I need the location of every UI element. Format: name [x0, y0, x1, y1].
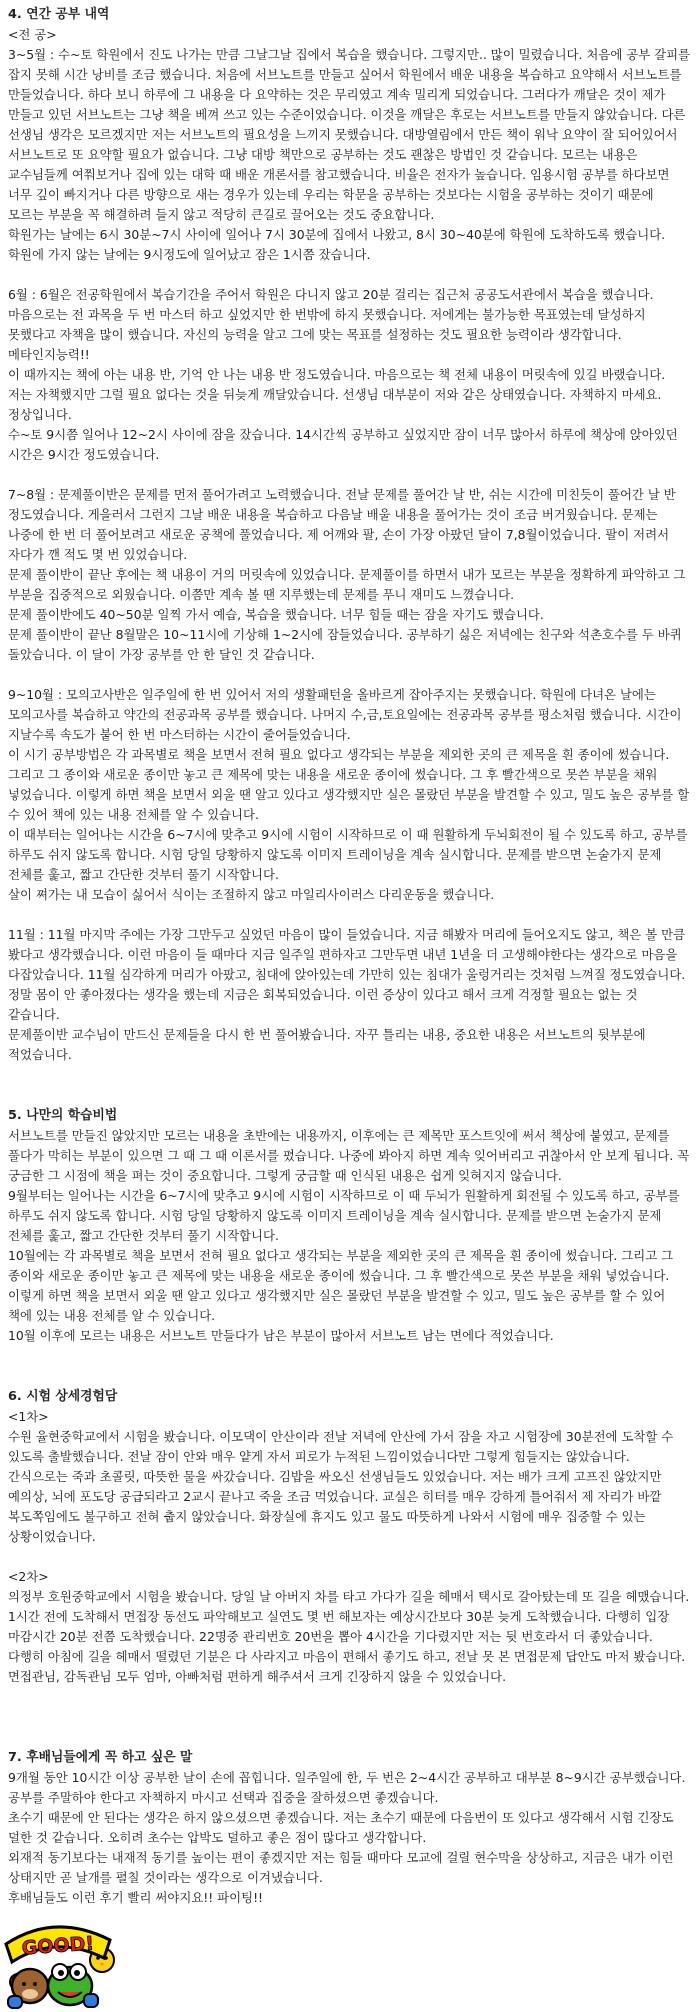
paragraph: 문제 풀이반이 끝난 8월말은 10~11시에 기상해 1~2시에 잠들었습니다. 공부하기 싫은 저녁에는 친구와 석촌호수를 두 바퀴 돌았습니다. 이 달이 가장 공부를 안 한 달인 것 같습니다. [8, 627, 682, 662]
paragraph: 9~10월 : 모의고사반은 일주일에 한 번 있어서 저의 생활패턴을 올바르게 잡아주지는 못했습니다. 학원에 다녀온 날에는 모의고사를 복습하고 약간의 전공과목 공부를 했습니다. 나머지 수,금,토요일에는 전공과목 공부를 평소처럼 했습니다. 시간이 지날수록 속도가 붙어 한 번 마스터하는 시간이 줄어들었습니다. [8, 687, 682, 742]
paragraph: 11월 : 11월 마지막 주에는 가장 그만두고 싶었던 마음이 많이 들었습니다. 지금 해봤자 머리에 들어오지도 않고, 책은 볼 만큼 봤다고 생각했습니다. 이런 마음이 들 때마다 지금 일주일 편하자고 그만두면 내년 1년을 더 고생해야한다는 생각으로 마음을 다잡았습니다. 11월 심각하게 머리가 아팠고, 침대에 앉아있는데 가만히 있는 침대가 울렁거리는 것처럼 느껴질 정도였습니다. 정말 몸이 안 좋아졌다는 생각을 했는데 지금은 회복되었습니다. 이런 증상이 있다고 해서 크게 걱정할 필요는 없는 것 같습니다. [8, 927, 686, 1022]
paragraph: 의정부 호원중학교에서 시험을 봤습니다. 당일 날 아버지 차를 타고 가다가 길을 헤매서 택시로 갈아탔는데 또 길을 헤맸습니다. 1시간 전에 도착해서 면접장 동선도 파악해보고 실연도 몇 번 해보자는 예상시간보다 30분 늦게 도착했습니다. 다행히 입장 마감시간 20분 전쯤 도착했습니다. 22명중 관리번호 20번을 뽑아 4시간을 기다렸지만 저는 뒷 번호라서 더 좋았습니다. 다행히 아침에 길을 헤매서 떨렸던 기분은 다 사라지고 마음이 편해서 좋기도 하고, 전날 못 본 면접문제 답안도 마저 봤습니다. 면접관님, 감독관님 모두 엄마, 아빠처럼 편하게 해주셔서 크게 긴장하지 않을 수 있었습니다. [8, 1589, 690, 1684]
paragraph: 3~5월 : 수~토 학원에서 진도 나가는 만큼 그날그날 집에서 복습을 했습니다. 그렇지만.. 많이 밀렸습니다. 처음에 공부 갈피를 잡지 못해 시간 낭비를 조금 했습니다. 처음에 서브노트를 만들고 싶어서 학원에서 배운 내용을 복습하고 요약해서 서브노트를 만들었습니다. 하다 보니 하루에 그 내용을 다 요약하는 것은 무리였고 계속 밀리게 되었습니다. 그러다가 깨달은 것이 제가 만들고 있던 서브노트는 그냥 책을 베껴 쓰고 있는 수준이었습니다. 이것을 깨달은 후로는 서브노트를 만들지 않았습니다. 다른 선생님 생각은 모르겠지만 저는 서브노트의 필요성을 느끼지 못했습니다. 대방열림에서 만든 책이 워낙 요약이 잘 되어있어서 서브노트로 또 요약할 필요가 없습니다. 그냥 대방 책만으로 공부하는 것도 괜찮은 방법인 것 같습니다. 모르는 내용은 교수님들께 여쭤보거나 집에 있는 대학 때 배운 개론서를 참고했습니다. 비율은 전자가 높습니다. 임용시험 공부를 하다보면 너무 깊이 빠지거나 다른 방향으로 새는 경우가 있는데 우리는 학문을 공부하는 것보다는 시험을 공부하는 것이기 때문에 모르는 부분을 꼭 해결하려 들지 않고 적당히 큰길로 끌어오는 것도 중요합니다. [8, 47, 691, 222]
good-text: GOOD! [21, 1932, 95, 1960]
paragraph-spacer [8, 465, 692, 485]
paragraph: 이 때부터는 일어나는 시간을 6~7시에 맞추고 9시에 시험이 시작하므로 이 때 원활하게 두뇌회전이 될 수 있도록 하고, 공부를 하루도 쉬지 않도록 합니다. 시험 당일 당황하지 않도록 이미지 트레이닝을 계속 실시합니다. 문제를 받으면 논술가지 문제 전체를 훑고, 짧고 간단한 것부터 풀기 시작합니다. [8, 827, 688, 882]
good-sticker-icon [0, 1914, 118, 2012]
paragraph: 후배님들도 이런 후기 빨리 써야지요!! 파이팅!! [8, 1890, 264, 1905]
section-4 [8, 1567, 692, 1707]
paragraph: 문제풀이반 교수님이 만드신 문제들을 다시 한 번 풀어봤습니다. 자꾸 틀리는 내용, 중요한 내용은 서브노트의 뒷부분에 적었습니다. [8, 1027, 646, 1062]
section-gap [8, 1707, 692, 1747]
section-title: 5. 나만의 학습비법 [8, 1108, 118, 1123]
bear-character-icon [8, 1969, 48, 2008]
paragraph: 6월 : 6월은 전공학원에서 복습기간을 주어서 학원은 다니지 않고 20분 걸리는 집근처 공공도서관에서 복습을 했습니다. 마음으로는 전 과목을 두 번 마스터 하고 싶었지만 한 번밖에 하지 못했습니다. 저에게는 불가능한 목표였는데 달성하지 못했다고 자책을 많이 했습니다. 자신의 능력을 알고 그에 맞는 목표를 설정하는 것도 필요한 능력이라 생각합니다. 메타인지능력!! [8, 287, 654, 362]
section-title: 4. 연간 공부 내역 [8, 7, 110, 22]
paragraph: 서브노트를 만들진 않았지만 모르는 내용을 초반에는 내용까지, 이후에는 큰 제목만 포스트잇에 써서 책상에 붙였고, 문제를 풀다가 막히는 부분이 있으면 그 때 그 때 이론서를 폈습니다. 나중에 봐아지 하면 계속 잊어버리고 귀찮아서 안 보게 됩니다. 꼭 궁금한 그 시점에 책을 펴는 것이 중요합니다. 그렇게 궁금할 때 인식된 내용은 쉽게 잊혀지지 않습니다. [8, 1128, 690, 1183]
section-title: 6. 시험 상세경험담 [8, 1389, 118, 1404]
section-subheading: <2차> [8, 1569, 49, 1584]
paragraph: 7~8월 : 문제풀이반은 문제를 먼저 풀어가려고 노력했습니다. 전날 문제를 풀어간 날 반, 쉬는 시간에 미친듯이 풀어간 날 반 정도였습니다. 게을러서 그런지 그날 배운 내용을 복습하고 다음날 배울 내용을 풀어가는 것이 조금 버거웠습니다. 문제는 나중에 한 번 더 풀어보려고 새로운 공책에 풀었습니다. 제 어깨와 팔, 손이 가장 아팠던 달이 7,8월이었습니다. 팔이 저려서 자다가 깬 적도 몇 번 있었습니다. [8, 487, 676, 562]
paragraph: 문제 풀이반에도 40~50분 일찍 가서 예습, 복습을 했습니다. 너무 힘들 때는 잠을 자기도 했습니다. [8, 607, 544, 622]
section-2 [8, 1105, 692, 1346]
paragraph: 학원가는 날에는 6시 30분~7시 사이에 일어나 7시 30분에 집에서 나왔고, 8시 30~40분에 학원에 도착하도록 했습니다. 학원에 가지 않는 날에는 9시정도에 일어났고 잠은 1시쯤 잤습니다. [8, 227, 666, 262]
paragraph: 9개월 동안 10시간 이상 공부한 날이 손에 꼽힙니다. 일주일에 한, 두 번은 2~4시간 공부하고 대부분 8~9시간 공부했습니다. 공부를 주말하야 한다고 자책하지 마시고 선택과 집중을 잘하셨으면 좋겠습니다. [8, 1770, 686, 1805]
paragraph: 수원 율현중학교에서 시험을 봤습니다. 이모댁이 안산이라 전날 저녁에 안산에 가서 잠을 자고 시험장에 30분전에 도착할 수 있도록 출발했습니다. 전날 잠이 안와 매우 얕게 자서 피로가 누적된 느낌이었습니다만 그렇게 힘들지는 않았습니다. [8, 1429, 674, 1464]
section-3 [8, 1386, 692, 1567]
paragraph: 이 때까지는 책에 아는 내용 반, 기억 안 나는 내용 반 정도였습니다. 마음으로는 책 전체 내용이 머릿속에 있길 바랬습니다. 저는 자책했지만 그럴 필요 없다는 것을 뒤늦게 깨달았습니다. 선생님 대부분이 저와 같은 상태였습니다. 자책하지 마세요. 정상입니다. [8, 367, 666, 422]
paragraph: 수~토 9시쯤 일어나 12~2시 사이에 잠을 잤습니다. 14시간씩 공부하고 싶었지만 잠이 너무 많아서 하루에 책상에 앉아있던 시간은 9시간 정도였습니다. [8, 427, 678, 462]
paragraph: 살이 쪄가는 내 모습이 싫어서 식이는 조절하지 않고 마일리사이러스 다리운동을 했습니다. [8, 887, 495, 902]
section-title: 7. 후배님들에게 꼭 하고 싶은 말 [8, 1750, 193, 1765]
section-5 [8, 1747, 692, 1908]
paragraph-spacer [8, 905, 692, 925]
section-subheading: <1차> [8, 1409, 49, 1424]
frog-character-icon [48, 1964, 98, 2007]
paragraph: 9월부터는 일어나는 시간을 6~7시에 맞추고 9시에 시험이 시작하므로 이 때 두뇌가 원활하게 회전될 수 있도록 하고, 공부를 하루도 쉬지 않도록 합니다. 시험 당일 당황하지 않도록 이미지 트레이닝을 계속 실시합니다. 문제를 받으면 논술가지 문제 전체를 훑고, 짧고 간단한 것부터 풀기 시작합니다. [8, 1188, 680, 1243]
paragraph: 10월 이후에 모르는 내용은 서브노트 만들다가 남은 부분이 많아서 서브노트 남는 면에다 적었습니다. [8, 1328, 554, 1343]
paragraph: 10월에는 각 과목별로 책을 보면서 전혀 필요 없다고 생각되는 부분을 제외한 곳의 큰 제목을 흰 종이에 썼습니다. 그리고 그 종이와 새로운 종이만 놓고 큰 제목에 맞는 내용을 새로운 종이에 썼습니다. 그 후 빨간색으로 못쓴 부분을 채워 넣었습니다. 이렇게 하면 책을 보면서 외울 땐 알고 있다고 생각했지만 실은 몰랐던 부분을 발견할 수 있고, 밀도 높은 공부를 할 수 있어 책에 있는 내용 전체를 알 수 있습니다. [8, 1248, 674, 1323]
paragraph: 문제 풀이반이 끝난 후에는 책 내용이 거의 머릿속에 있었습니다. 문제풀이를 하면서 내가 모르는 부분을 정확하게 파악하고 그 부분을 집중적으로 외웠습니다. 이쯤만 계속 볼 땐 지루했는데 문제를 푸니 재미도 느꼈습니다. [8, 567, 686, 602]
paragraph-spacer [8, 265, 692, 285]
paragraph-spacer [8, 1547, 692, 1567]
paragraph-spacer [8, 665, 692, 685]
section-1 [8, 4, 692, 1065]
paragraph: 이 시기 공부방법은 각 과목별로 책을 보면서 전혀 필요 없다고 생각되는 부분을 제외한 곳의 큰 제목을 흰 종이에 썼습니다. 그리고 그 종이와 새로운 종이만 놓고 큰 제목에 맞는 내용을 새로운 종이에 썼습니다. 그 후 빨간색으로 못쓴 부분을 채워 넣었습니다. 이렇게 하면 책을 보면서 외울 땐 알고 있다고 생각했지만 실은 몰랐던 부분을 발견할 수 있고, 밀도 높은 공부를 할 수 있어 책에 있는 내용 전체를 알 수 있습니다. [8, 747, 690, 822]
document [8, 0, 692, 1908]
paragraph: 초수기 때문에 안 된다는 생각은 하지 않으셨으면 좋겠습니다. 저는 초수기 때문에 다음번이 또 있다고 생각해서 시험 긴장도 덜한 것 같습니다. 오히려 초수는 압박도 덜하고 좋은 점이 많다고 생각합니다. [8, 1810, 674, 1845]
section-gap [8, 1346, 692, 1386]
section-subheading: <전 공> [8, 27, 57, 42]
paragraph-spacer [8, 1687, 692, 1707]
paragraph: 간식으로는 죽과 초콜릿, 따뜻한 물을 싸갔습니다. 김밥을 싸오신 선생님들도 있었습니다. 저는 배가 크게 고프진 않았지만 예의상, 뇌에 포도당 공급되라고 2교시 끝나고 죽을 조금 먹었습니다. 교실은 히터를 매우 강하게 틀어줘서 제 자리가 바깥 복도쪽임에도 불구하고 전혀 춥지 않았습니다. 화장실에 휴지도 있고 물도 따뜻하게 나와서 시험에 매우 집중할 수 있는 상황이었습니다. [8, 1469, 662, 1544]
section-gap [8, 1065, 692, 1105]
paragraph: 외재적 동기보다는 내재적 동기를 높이는 편이 좋겠지만 저는 힘들 때마다 모교에 걸릴 현수막을 상상하고, 지금은 내가 이런 상태지만 곧 날개를 펼칠 것이라는 생각으로 이겨냈습니다. [8, 1850, 674, 1885]
